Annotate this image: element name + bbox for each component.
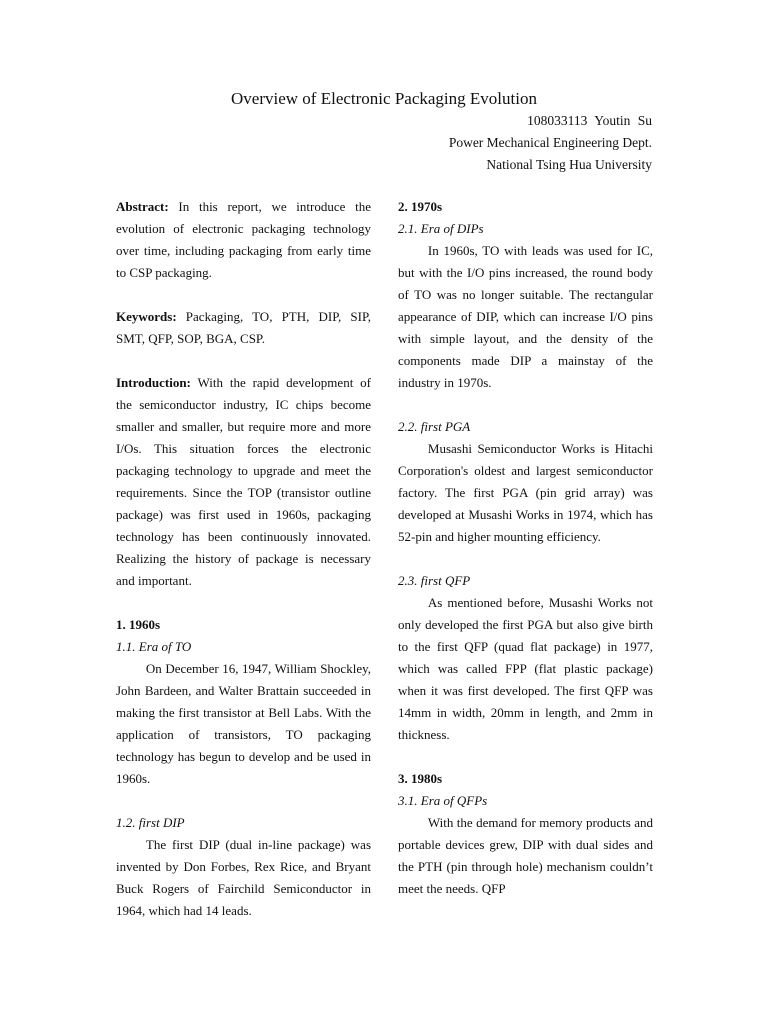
paper-title: Overview of Electronic Packaging Evolution	[231, 89, 537, 108]
section-2-3-title: 2.3. first QFP	[398, 573, 471, 588]
author-department: Power Mechanical Engineering Dept.	[448, 135, 652, 150]
keywords-paragraph	[116, 306, 371, 350]
introduction-paragraph	[116, 372, 371, 592]
author-block	[449, 110, 652, 176]
section-2-2-text: Musashi Semiconductor Works is Hitachi Corporation's oldest and largest semiconductor factory. The first PGA (pin grid array) was developed at Musashi Works in 1974, which has 52-pin and higher mounting efficiency.	[398, 441, 653, 544]
section-2-1-text: In 1960s, TO with leads was used for IC, but with the I/O pins increased, the round body of TO was no longer suitable. The rectangular appearance of DIP, which can increase I/O pins with simple layout, and the density of the components made DIP a mainstay of the industry in 1970s.	[398, 243, 653, 390]
section-2-3-text: As mentioned before, Musashi Works not only developed the first PGA but also give birth to the first QFP (quad flat package) in 1977, which was called FPP (flat plastic package) when it was first developed. The first QFP was 14mm in width, 20mm in length, and 2mm in thickness.	[398, 595, 653, 742]
section-1-1-title: 1.1. Era of TO	[116, 639, 192, 654]
section-3-heading: 3. 1980s	[398, 771, 443, 786]
keywords-text: Packaging, TO, PTH, DIP, SIP, SMT, QFP, SOP, BGA, CSP.	[116, 309, 371, 346]
abstract-text: In this report, we introduce the evolution of electronic packaging technology over time, including packaging from early time to CSP packaging.	[116, 199, 371, 280]
introduction-text: With the rapid development of the semiconductor industry, IC chips become smaller and smaller, but require more and more I/Os. This situation forces the electronic packaging technology to upgrade and meet the requirements. Since the TOP (transistor outline package) was first used in 1960s, packaging technology has been continuously innovated. Realizing the history of package is necessary and important.	[116, 375, 371, 588]
introduction-label: Introduction:	[116, 375, 191, 390]
section-1-2-text: The first DIP (dual in-line package) was invented by Don Forbes, Rex Rice, and Bryant Buck Rogers of Fairchild Semiconductor in 1964, which had 14 leads.	[116, 837, 371, 918]
section-2-2-title: 2.2. first PGA	[398, 419, 471, 434]
left-column	[116, 196, 371, 922]
section-1-2-title: 1.2. first DIP	[116, 815, 185, 830]
section-3-1-text: With the demand for memory products and portable devices grew, DIP with dual sides and the PTH (pin through hole) mechanism couldn’t meet the needs. QFP	[398, 815, 653, 896]
author-id-name: 108033113 Youtin Su	[527, 113, 652, 128]
section-2-1-title: 2.1. Era of DIPs	[398, 221, 484, 236]
abstract-paragraph	[116, 196, 371, 284]
keywords-label: Keywords:	[116, 309, 177, 324]
author-university: National Tsing Hua University	[486, 157, 652, 172]
section-3-1-title: 3.1. Era of QFPs	[398, 793, 488, 808]
section-1-1-text: On December 16, 1947, William Shockley, John Bardeen, and Walter Brattain succeeded in making the first transistor at Bell Labs. With the application of transistors, TO packaging technology has begun to develop and be used in 1960s.	[116, 661, 371, 786]
abstract-label: Abstract:	[116, 199, 169, 214]
right-column	[398, 196, 653, 900]
section-1-heading: 1. 1960s	[116, 617, 161, 632]
section-2-heading: 2. 1970s	[398, 199, 443, 214]
